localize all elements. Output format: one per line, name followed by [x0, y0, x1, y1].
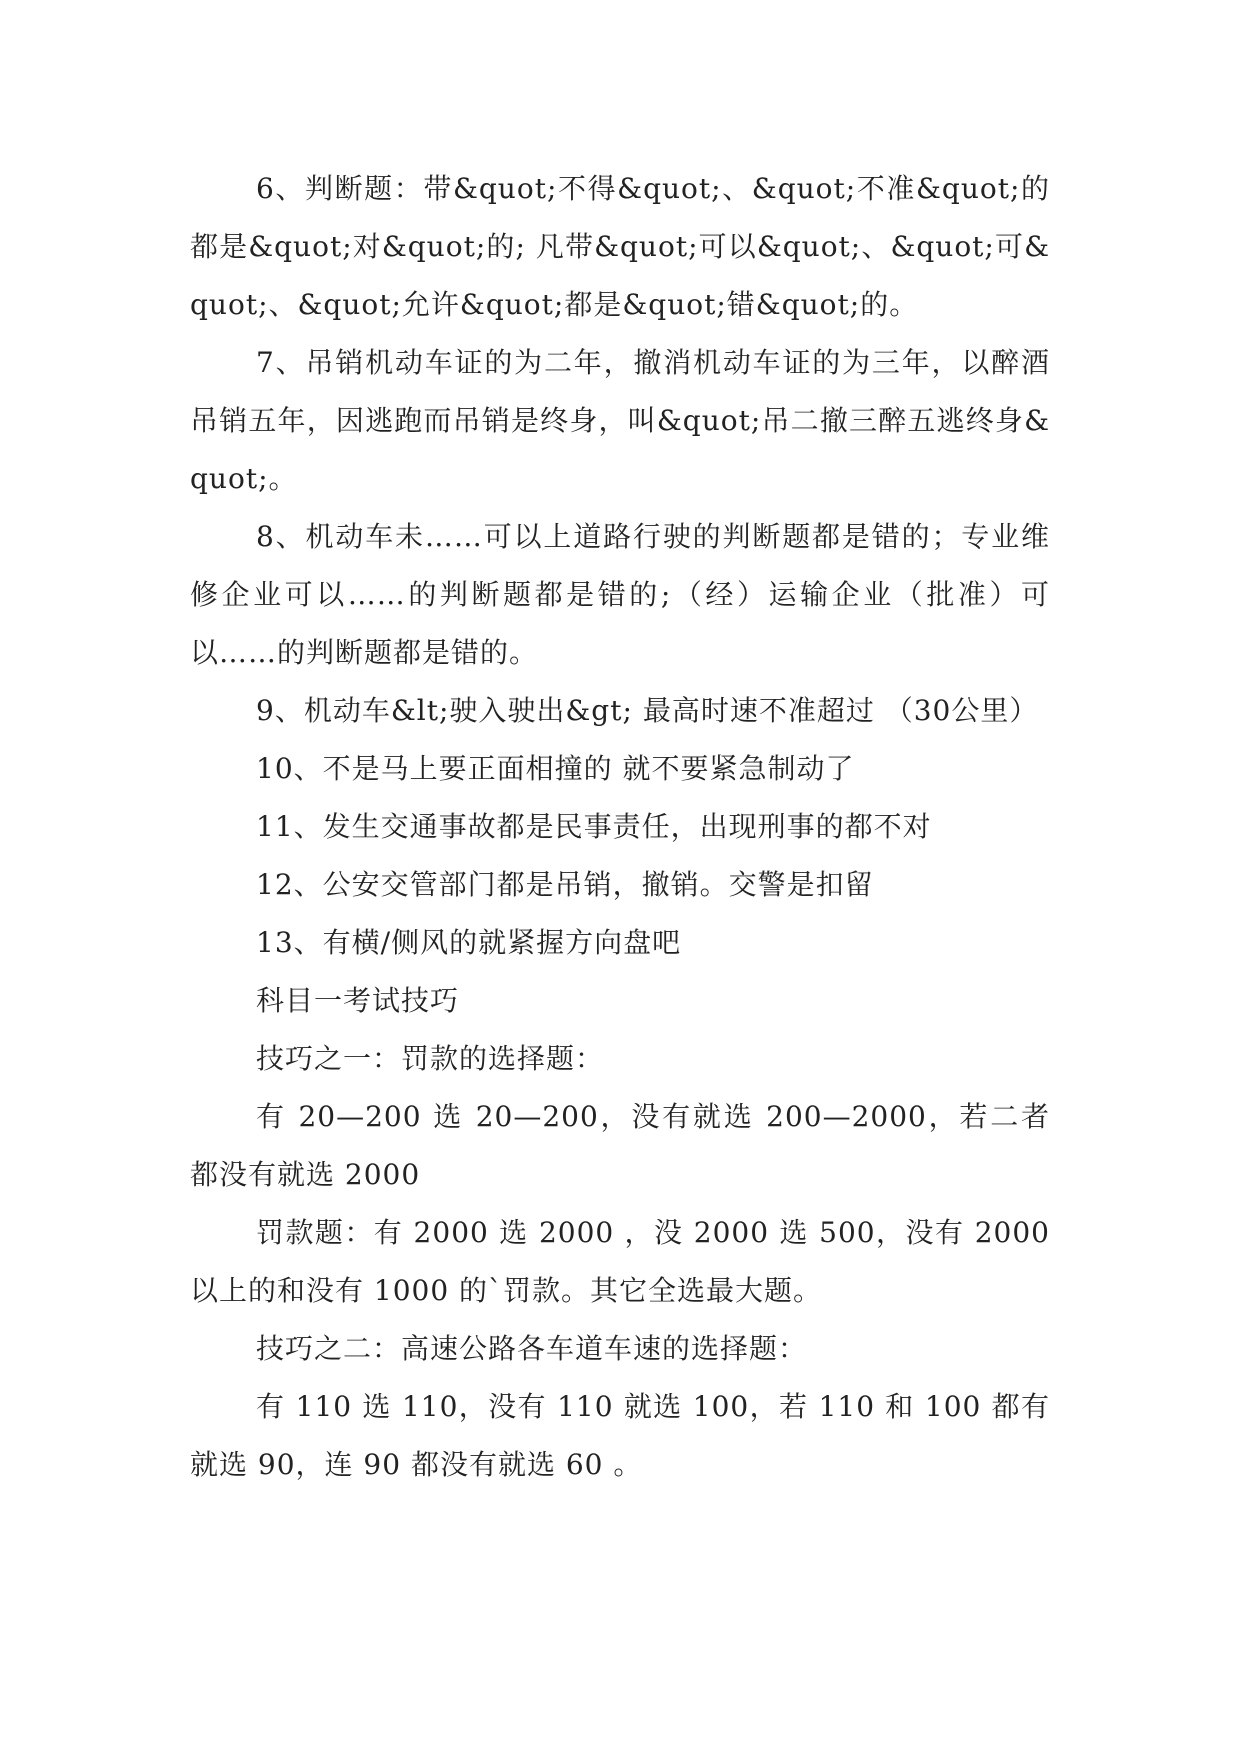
- tip-two-heading: 技巧之二：高速公路各车道车速的选择题：: [256, 1332, 808, 1365]
- tip-one-heading: 技巧之一：罚款的选择题：: [256, 1042, 605, 1075]
- document-body: [190, 160, 1050, 1494]
- paragraph-license-revocation: 7、吊销机动车证的为二年，撤消机动车证的为三年，以醉酒吊销五年，因逃跑而吊销是终身，叫&quot;吊二撤三醉五逃终身&quot;。: [190, 346, 1050, 495]
- paragraph-speed-limit: 9、机动车&lt;驶入驶出&gt; 最高时速不准超过 （30公里）: [256, 694, 1039, 727]
- paragraph-vehicle-not-allowed: 8、机动车未……可以上道路行驶的判断题都是错的；专业维修企业可以……的判断题都是错的;（经）运输企业（批准）可以……的判断题都是错的。: [190, 520, 1050, 669]
- tip-one-fine-rule: 罚款题：有 2000 选 2000 ，没 2000 选 500，没有 2000 以上的和没有 1000 的`罚款。其它全选最大题。: [190, 1216, 1050, 1307]
- paragraph-police-department: 12、公安交管部门都是吊销，撤销。交警是扣留: [256, 868, 874, 901]
- paragraph-traffic-accident: 11、发生交通事故都是民事责任，出现刑事的都不对: [256, 810, 932, 843]
- paragraph-judgment-rule: 6、判断题：带&quot;不得&quot;、&quot;不准&quot;的都是&quot;对&quot;的; 凡带&quot;可以&quot;、&quot;可&quot;、&quot;允许&quot;都是&quot;错&quot;的。: [190, 172, 1050, 321]
- paragraph-crosswind: 13、有横/侧风的就紧握方向盘吧: [256, 926, 682, 959]
- section-heading-exam-tips: 科目一考试技巧: [256, 984, 460, 1017]
- tip-one-rule: 有 20—200 选 20—200，没有就选 200—2000，若二者都没有就选 2000: [190, 1100, 1050, 1191]
- tip-two-rule: 有 110 选 110，没有 110 就选 100，若 110 和 100 都有就选 90，连 90 都没有就选 60 。: [190, 1390, 1050, 1481]
- paragraph-emergency-braking: 10、不是马上要正面相撞的 就不要紧急制动了: [256, 752, 855, 785]
